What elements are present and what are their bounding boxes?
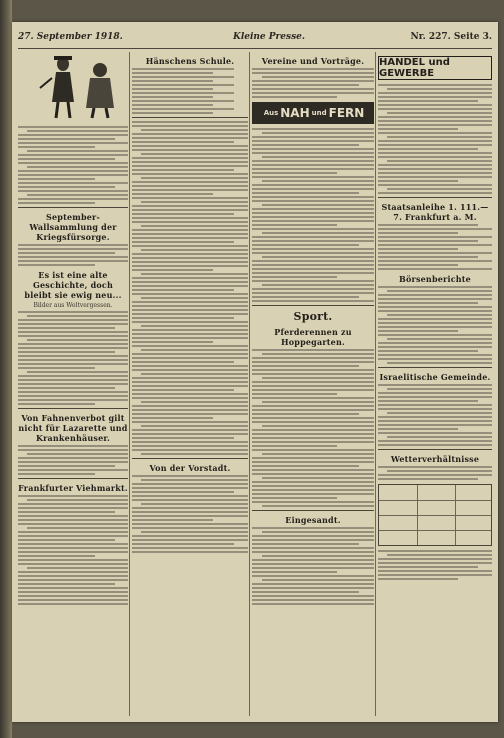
article-heading: Israelitische Gemeinde.	[379, 372, 491, 382]
column-divider	[249, 52, 250, 716]
article-heading: Wetterverhältnisse	[390, 454, 480, 464]
article-heading: Eingesandt.	[285, 515, 341, 525]
article-heading: Börsenberichte	[399, 274, 471, 284]
scan-binding-edge	[0, 0, 12, 738]
cartoon-illustration	[18, 52, 128, 122]
weather-table	[378, 484, 492, 546]
header-paper-name: Kleine Presse.	[233, 32, 306, 42]
article-heading: Vereine und Vorträge.	[261, 56, 365, 66]
column-divider	[375, 52, 376, 716]
header-page-number: Nr. 227. Seite 3.	[410, 32, 492, 42]
column-1	[18, 52, 128, 716]
section-banner-aus-nah-und-fern: Aus NAH und FERN	[252, 102, 374, 124]
column-2	[132, 52, 248, 716]
header-date: 27. September 1918.	[18, 32, 123, 42]
article-heading: Von Fahnenverbot gilt nicht für Lazarette und Krankenhäuser.	[18, 413, 128, 443]
article-heading: Staatsanleihe 1. 111.—7. Frankfurt a. M.	[381, 202, 489, 222]
article-subheading: Bilder aus Weltvergessen.	[33, 302, 113, 309]
column-4	[378, 52, 492, 716]
poem-title: Hänschens Schule.	[145, 56, 235, 66]
article-heading: Frankfurter Viehmarkt.	[18, 483, 128, 493]
section-heading-sport: Sport.	[293, 310, 333, 323]
newspaper-page	[12, 22, 498, 722]
article-heading: Es ist eine alte Geschichte, doch bleibt sie ewig neu...	[24, 270, 122, 300]
column-3	[252, 52, 374, 716]
section-banner-handel-und-gewerbe: HANDEL und GEWERBE	[378, 56, 492, 80]
page-header	[18, 28, 492, 49]
article-heading: Von der Vorstadt.	[149, 463, 231, 473]
article-heading: Pferderennen zu Hoppegarten.	[274, 327, 352, 347]
column-divider	[129, 52, 130, 716]
article-heading: September-Wallsammlung der Kriegsfürsorge.	[29, 212, 117, 242]
